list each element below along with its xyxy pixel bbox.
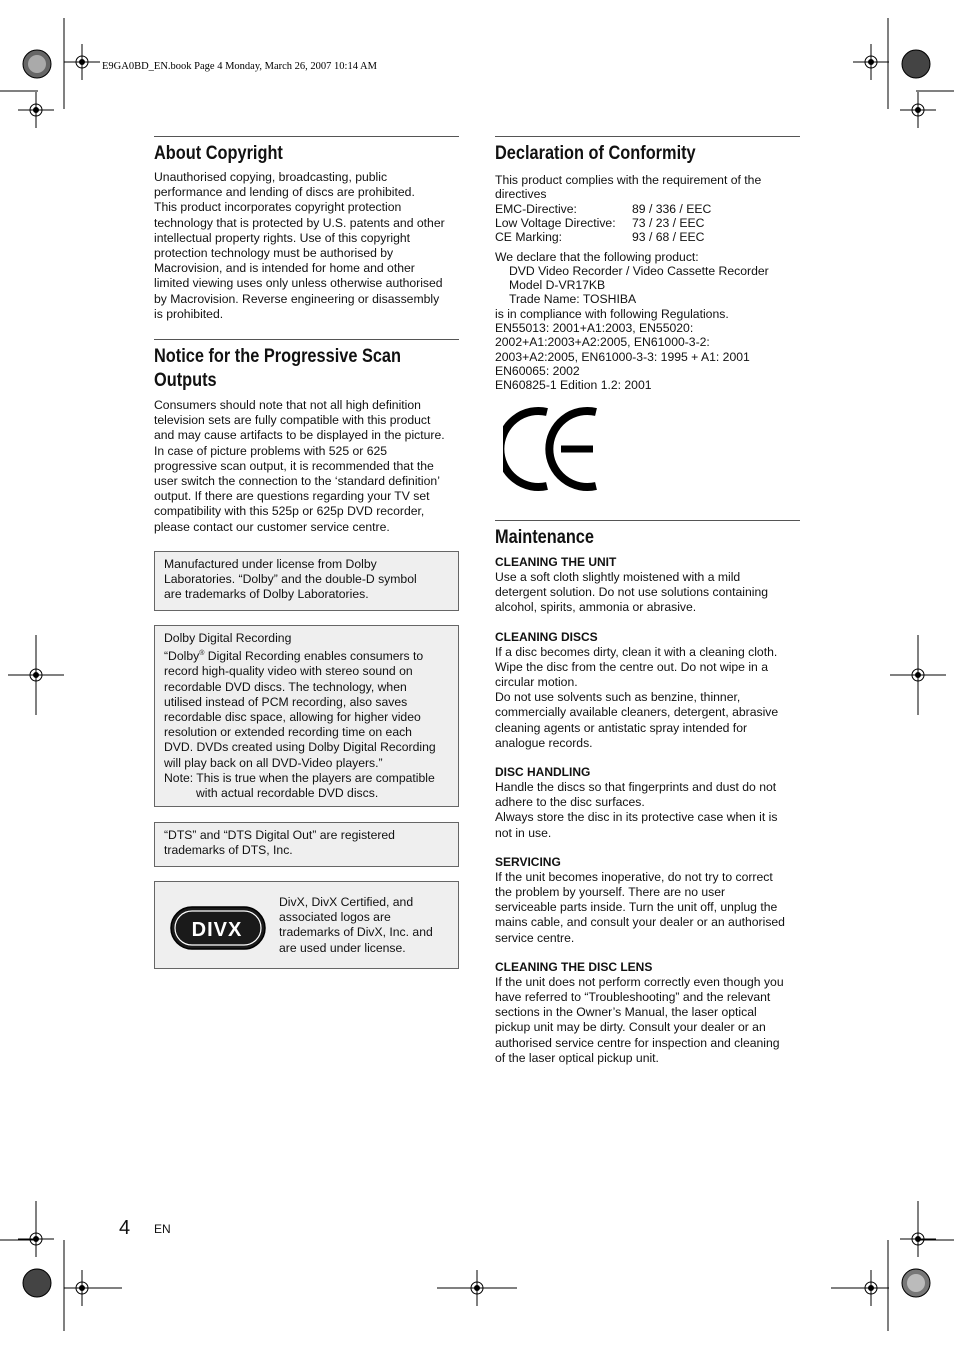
text-fragment: Digital Recording enables consumers to [204, 649, 424, 664]
divx-trademark-box [154, 881, 459, 969]
text-line: Dolby Digital Recording [164, 631, 292, 645]
directive-value: 89 / 336 / EEC [632, 201, 712, 216]
text-line: technology that is protected by U.S. patents and other [154, 215, 445, 230]
text-line: output. If there are questions regarding your TV set [154, 489, 430, 504]
text-line: EN60825-1 Edition 1.2: 2001 [495, 378, 652, 393]
maintenance-heading: DISC HANDLING [495, 765, 591, 780]
text-line: is in compliance with following Regulations. [495, 306, 729, 321]
text-line: utilised instead of PCM recording, also saves [164, 694, 408, 709]
text-line: We declare that the following product: [495, 249, 699, 264]
conformity-title: Declaration of Conformity [495, 143, 696, 164]
text-line: Use a soft cloth slightly moistened with a mild [495, 570, 741, 584]
text-line: intellectual property rights. Use of this copyright [154, 230, 411, 245]
text-line: please contact our customer service centre. [154, 519, 390, 534]
text-line: user switch the connection to the ‘standard definition’ [154, 474, 440, 489]
text-line: Macrovision, and is intended for home and other [154, 261, 415, 276]
text-line: trademarks of DTS, Inc. [164, 843, 293, 858]
text-line: adhere to the disc surfaces. [495, 795, 645, 810]
maintenance-item [495, 960, 800, 1066]
maintenance-section [495, 520, 800, 1066]
progressive-text [154, 398, 459, 535]
text-line: Consumers should note that not all high definition [154, 398, 421, 412]
text-line: mains cable, and consult your dealer or an authorised [495, 915, 785, 930]
directive-value: 93 / 68 / EEC [632, 229, 705, 244]
dts-trademark-text [164, 828, 450, 858]
maintenance-item [495, 555, 800, 616]
ce-mark-icon [503, 404, 603, 494]
text-line: protection technology must be authorised by [154, 246, 394, 261]
text-line: progressive scan output, it is recommended that the [154, 458, 434, 473]
text-line: have referred to “Troubleshooting” and the relevant [495, 990, 771, 1005]
book-header-line: E9GA0BD_EN.book Page 4 Monday, March 26, 2007 10:14 AM [102, 61, 377, 72]
maintenance-item [495, 630, 800, 751]
text-fragment: “Dolby [164, 649, 200, 664]
table-row [495, 216, 711, 230]
conformity-declaration [495, 250, 800, 393]
text-line: record high-quality video with stereo sound on [164, 664, 413, 679]
text-line: Laboratories. “Dolby” and the double-D symbol [164, 572, 417, 587]
text-line: compatibility with this 525p or 625p DVD recorder, [154, 504, 425, 519]
text-line: DivX, DivX Certified, and [279, 895, 414, 909]
text-line: “DTS” and “DTS Digital Out” are registered [164, 828, 395, 842]
text-line: Note: This is true when the players are compatible [164, 770, 435, 785]
text-line: trademarks of DivX, Inc. and [279, 925, 433, 940]
text-line: performance and lending of discs are prohibited. [154, 185, 415, 200]
section-rule [154, 339, 459, 340]
divx-logo [170, 906, 266, 950]
text-line: commercially available cleaners, detergent, abrasive [495, 705, 779, 720]
text-line: television sets are fully compatible with this product [154, 413, 431, 428]
text-line: will play back on all DVD-Video players.” [164, 755, 383, 770]
directives-table [495, 202, 711, 244]
text-line: pickup unit may be dirty. Consult your dealer or an [495, 1020, 766, 1035]
table-row [495, 202, 711, 216]
directive-name: EMC-Directive: [495, 201, 577, 216]
text-line: cleaning agents or antistatic spray intended for [495, 720, 748, 735]
text-line: analogue records. [495, 735, 593, 750]
text-line: Model D-VR17KB [509, 278, 606, 293]
progressive-title-line2: Outputs [154, 370, 217, 391]
dolby-digital-text [164, 631, 450, 801]
text-line: with actual recordable DVD discs. [196, 786, 379, 801]
page-language: EN [154, 1222, 171, 1236]
text-line: Handle the discs so that fingerprints and dust do not [495, 780, 777, 795]
text-line: not in use. [495, 825, 552, 840]
text-line: recordable DVD discs. The technology, when [164, 679, 407, 694]
text-line: DVD. DVDs created using Dolby Digital Recording [164, 740, 436, 755]
maintenance-heading: CLEANING DISCS [495, 629, 598, 644]
maintenance-text [495, 780, 800, 841]
text-line: DVD Video Recorder / Video Cassette Recorder [509, 263, 769, 278]
maintenance-text [495, 870, 800, 946]
maintenance-title: Maintenance [495, 527, 594, 548]
divx-logo-text: DIVX [191, 919, 243, 941]
maintenance-text [495, 645, 800, 751]
text-line: If the unit becomes inoperative, do not try to correct [495, 869, 773, 884]
section-rule [495, 520, 800, 521]
text-line: and may cause artifacts to be displayed in the picture. [154, 428, 445, 443]
text-line: If the unit does not perform correctly even though you [495, 974, 784, 989]
text-line: resolution or extended recording time on each [164, 725, 412, 740]
text-line: associated logos are [279, 910, 391, 925]
dts-trademark-box [154, 822, 459, 867]
text-line: detergent solution. Do not use solutions containing [495, 585, 769, 600]
text-line: 2003+A2:2005, EN61000-3-3: 1995 + A1: 2001 [495, 349, 750, 364]
text-line: by Macrovision. Reverse engineering or disassembly [154, 291, 440, 306]
about-copyright-title: About Copyright [154, 143, 283, 164]
conformity-intro [495, 173, 800, 202]
dolby-digital-box [154, 625, 459, 807]
text-line: recordable disc space, allowing for higher video [164, 710, 421, 725]
page-number: 4 [119, 1217, 131, 1239]
text-line: service centre. [495, 930, 575, 945]
left-column [154, 136, 459, 322]
dolby-trademark-box [154, 551, 459, 611]
text-line: is prohibited. [154, 306, 224, 321]
text-line [164, 646, 450, 664]
text-line: authorised service centre for inspection and cleaning [495, 1035, 780, 1050]
text-line: In case of picture problems with 525 or 625 [154, 443, 388, 458]
text-line: Wipe the disc from the centre out. Do not wipe in a [495, 659, 768, 674]
section-rule [154, 136, 459, 137]
text-line: Do not use solvents such as benzine, thinner, [495, 690, 741, 705]
section-rule [495, 136, 800, 137]
text-line: are used under license. [279, 940, 406, 955]
text-line: 2002+A1:2003+A2:2005, EN61000-3-2: [495, 335, 710, 350]
text-line: This product incorporates copyright protection [154, 200, 402, 215]
conformity-section [495, 136, 800, 393]
text-line: serviceable parts inside. Turn the unit off, unplug the [495, 900, 778, 915]
text-line: Manufactured under license from Dolby [164, 557, 377, 571]
text-line: of the laser optical pickup unit. [495, 1050, 659, 1065]
text-line: alcohol, spirits, ammonia or abrasive. [495, 600, 697, 615]
text-line: This product complies with the requirement of the [495, 173, 762, 187]
table-row [495, 230, 711, 244]
text-line: limited viewing uses only unless otherwise authorised [154, 276, 443, 291]
progressive-title-line1: Notice for the Progressive Scan [154, 346, 402, 367]
maintenance-text [495, 975, 800, 1066]
text-line: circular motion. [495, 675, 578, 690]
maintenance-item [495, 765, 800, 841]
registered-mark: ® [199, 650, 205, 658]
dolby-trademark-text [164, 557, 450, 603]
maintenance-heading: CLEANING THE UNIT [495, 555, 617, 569]
maintenance-item [495, 855, 800, 946]
about-copyright-text [154, 170, 459, 322]
text-line: sections in the Owner’s Manual, the laser optical [495, 1005, 757, 1020]
text-line: are trademarks of Dolby Laboratories. [164, 587, 369, 602]
maintenance-text [495, 570, 800, 616]
text-line: the problem by yourself. There are no user [495, 885, 726, 900]
text-line: EN60065: 2002 [495, 363, 580, 378]
text-line: Always store the disc in its protective case when it is [495, 810, 778, 825]
maintenance-heading: CLEANING THE DISC LENS [495, 959, 653, 974]
text-line: Unauthorised copying, broadcasting, public [154, 170, 388, 184]
text-line: Trade Name: TOSHIBA [509, 292, 637, 307]
directive-name: CE Marking: [495, 229, 563, 244]
text-line: directives [495, 187, 547, 202]
progressive-section [154, 339, 459, 535]
divx-trademark-text [279, 895, 450, 956]
maintenance-heading: SERVICING [495, 854, 561, 869]
directive-name: Low Voltage Directive: [495, 215, 616, 230]
directive-value: 73 / 23 / EEC [632, 215, 705, 230]
text-line: If a disc becomes dirty, clean it with a cleaning cloth. [495, 644, 778, 659]
text-line: EN55013: 2001+A1:2003, EN55020: [495, 321, 694, 336]
